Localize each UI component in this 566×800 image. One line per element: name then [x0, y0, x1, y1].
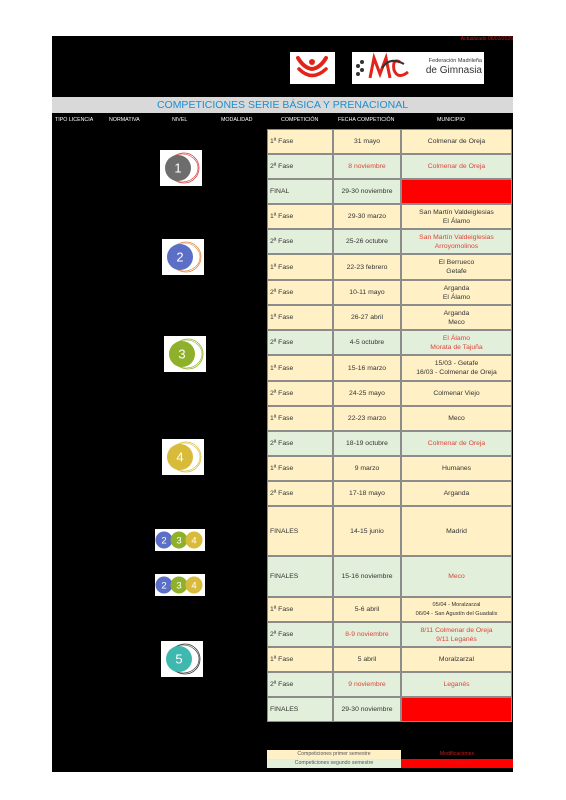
municipality-line: 16/03 - Colmenar de Oreja	[416, 369, 497, 376]
date-cell: 31 mayo	[333, 129, 401, 154]
fmg-name-line1: Federación Madrileña	[428, 58, 482, 64]
level-number: 2	[176, 249, 184, 265]
municipality-cell	[401, 229, 512, 254]
municipality-line: Colmenar Viejo	[433, 390, 480, 397]
municipality-line: Morata de Tajuña	[430, 343, 483, 351]
levels-2-3-4-badge-icon	[155, 574, 205, 596]
municipality-cell	[401, 381, 512, 406]
competition-cell: 1ª Fase	[267, 204, 333, 229]
municipality-cell	[401, 280, 512, 305]
municipality-line: San Martín Valdeiglesias	[419, 233, 494, 241]
combo-level-number: 3	[176, 535, 182, 547]
municipality-line: Colmenar de Oreja	[427, 440, 486, 447]
col-tipo-licencia: TIPO LICENCIA	[55, 117, 94, 123]
municipality-cell	[401, 431, 512, 456]
municipality-cell	[401, 330, 512, 355]
municipality-line: Arroyomolinos	[434, 242, 479, 250]
municipality-cell	[401, 481, 512, 506]
col-modalidad: MODALIDAD	[221, 117, 253, 123]
municipality-cell	[401, 456, 512, 481]
legend-first-semester: Competiciones primer semestre	[267, 750, 401, 759]
municipality-cell	[401, 506, 512, 556]
municipality-line: Arganda	[443, 309, 470, 317]
municipality-line: Meco	[448, 573, 465, 580]
date-cell: 4-5 octubre	[333, 330, 401, 355]
municipality-line: El Álamo	[442, 334, 471, 342]
level-5-badge-icon	[161, 641, 203, 677]
date-cell: 25-26 octubre	[333, 229, 401, 254]
date-cell: 15-16 noviembre	[333, 556, 401, 597]
level-number: 3	[178, 346, 186, 362]
date-cell: 29-30 noviembre	[333, 179, 401, 204]
municipality-cell	[401, 254, 512, 280]
municipality-cell	[401, 597, 512, 622]
competition-cell: 2ª Fase	[267, 280, 333, 305]
competition-cell: 2ª Fase	[267, 381, 333, 406]
competition-cell: 1ª Fase	[267, 129, 333, 154]
level-number: 5	[175, 651, 183, 667]
date-cell: 22-23 febrero	[333, 254, 401, 280]
legend-unassigned: Sin asignación	[401, 759, 513, 768]
competition-cell: 1ª Fase	[267, 456, 333, 481]
col-municipio: MUNICIPIO	[437, 117, 465, 123]
fmg-name-line2: de Gimnasia	[425, 65, 482, 76]
municipality-line: El Álamo	[442, 293, 471, 301]
date-cell: 29-30 noviembre	[333, 697, 401, 722]
competition-cell: FINALES	[267, 506, 333, 556]
combo-level-number: 4	[191, 535, 197, 547]
municipality-line: El Berrueco	[438, 259, 475, 266]
municipality-line: Arganda	[443, 284, 470, 292]
competition-cell: FINAL	[267, 179, 333, 204]
col-nivel: NIVEL	[172, 117, 188, 123]
municipality-line: Colmenar de Oreja	[427, 163, 486, 170]
competition-cell: 1ª Fase	[267, 254, 333, 280]
municipality-cell	[401, 556, 512, 597]
legend-second-semester: Competiciones segundo semestre	[267, 759, 401, 768]
municipality-line: 15/03 - Getafe	[434, 360, 479, 367]
municipality-line: Moralzarzal	[438, 656, 475, 663]
municipality-cell	[401, 672, 512, 697]
municipality-line: Meco	[448, 415, 465, 422]
competition-cell: 1ª Fase	[267, 305, 333, 330]
date-cell: 26-27 abril	[333, 305, 401, 330]
combo-level-number: 2	[161, 535, 167, 547]
municipality-cell	[401, 154, 512, 179]
municipality-line: 8/11 Colmenar de Oreja	[420, 626, 493, 634]
municipality-line: El Álamo	[442, 217, 471, 225]
competition-cell: 1ª Fase	[267, 597, 333, 622]
municipality-line: 9/11 Leganés	[436, 635, 477, 643]
date-cell: 10-11 mayo	[333, 280, 401, 305]
municipality-line: Meco	[448, 318, 465, 326]
fmg-logo	[352, 52, 484, 84]
date-cell: 24-25 mayo	[333, 381, 401, 406]
municipality-cell	[401, 179, 512, 204]
date-cell: 14-15 junio	[333, 506, 401, 556]
municipality-cell	[401, 406, 512, 431]
date-cell: 22-23 marzo	[333, 406, 401, 431]
legend-modifications: Modificaciones	[401, 750, 513, 759]
municipality-line: 05/04 - Moralzarzal	[432, 601, 481, 608]
municipality-line: Getafe	[446, 268, 467, 275]
level-number: 4	[176, 449, 184, 465]
col-normativa: NORMATIVA	[109, 117, 140, 123]
date-cell: 18-19 octubre	[333, 431, 401, 456]
municipality-cell	[401, 305, 512, 330]
competition-cell: 1ª Fase	[267, 406, 333, 431]
competition-cell: 2ª Fase	[267, 330, 333, 355]
competition-cell: 2ª Fase	[267, 672, 333, 697]
competition-cell: 1ª Fase	[267, 647, 333, 672]
level-number: 1	[174, 160, 182, 176]
municipality-line: Humanes	[441, 465, 472, 472]
municipality-line: Arganda	[443, 490, 470, 497]
page-title: COMPETICIONES SERIE BÁSICA Y PRENACIONAL	[52, 97, 513, 113]
level-3-badge-icon	[164, 336, 206, 372]
municipality-line: 06/04 - San Agustín del Guadalix	[415, 610, 498, 617]
municipality-cell	[401, 355, 512, 381]
date-cell: 5-6 abril	[333, 597, 401, 622]
competition-cell: 1ª Fase	[267, 355, 333, 381]
date-cell: 8-9 noviembre	[333, 622, 401, 647]
level-4-badge-icon	[162, 439, 204, 475]
combo-level-number: 4	[191, 580, 197, 592]
municipality-cell	[401, 647, 512, 672]
competition-cell: FINALES	[267, 556, 333, 597]
competition-cell: 2ª Fase	[267, 154, 333, 179]
municipality-cell	[401, 622, 512, 647]
date-cell: 29-30 marzo	[333, 204, 401, 229]
municipality-cell	[401, 204, 512, 229]
competition-cell: 2ª Fase	[267, 481, 333, 506]
level-2-badge-icon	[162, 239, 204, 275]
raised-hands-logo-icon	[290, 52, 335, 84]
municipality-line: Madrid	[446, 527, 467, 535]
municipality-cell	[401, 129, 512, 154]
updated-date: Actualizado 06/03/2026	[460, 36, 513, 42]
combo-level-number: 2	[161, 580, 167, 592]
municipality-line: San Martín Valdeiglesias	[419, 208, 494, 216]
col-competicion: COMPETICIÓN	[281, 117, 319, 123]
municipality-line: Colmenar de Oreja	[427, 138, 486, 145]
date-cell: 8 noviembre	[333, 154, 401, 179]
date-cell: 17-18 mayo	[333, 481, 401, 506]
levels-2-3-4-badge-icon	[155, 529, 205, 551]
combo-level-number: 3	[176, 580, 182, 592]
level-1-badge-icon	[160, 150, 202, 186]
date-cell: 15-16 marzo	[333, 355, 401, 381]
competition-cell: 2ª Fase	[267, 431, 333, 456]
competition-cell: 2ª Fase	[267, 229, 333, 254]
col-fecha: FECHA COMPETICIÓN	[338, 117, 395, 123]
competition-cell: 2ª Fase	[267, 622, 333, 647]
date-cell: 5 abril	[333, 647, 401, 672]
date-cell: 9 marzo	[333, 456, 401, 481]
municipality-cell	[401, 697, 512, 722]
municipality-line: Leganés	[443, 681, 470, 688]
date-cell: 9 noviembre	[333, 672, 401, 697]
competition-cell: FINALES	[267, 697, 333, 722]
